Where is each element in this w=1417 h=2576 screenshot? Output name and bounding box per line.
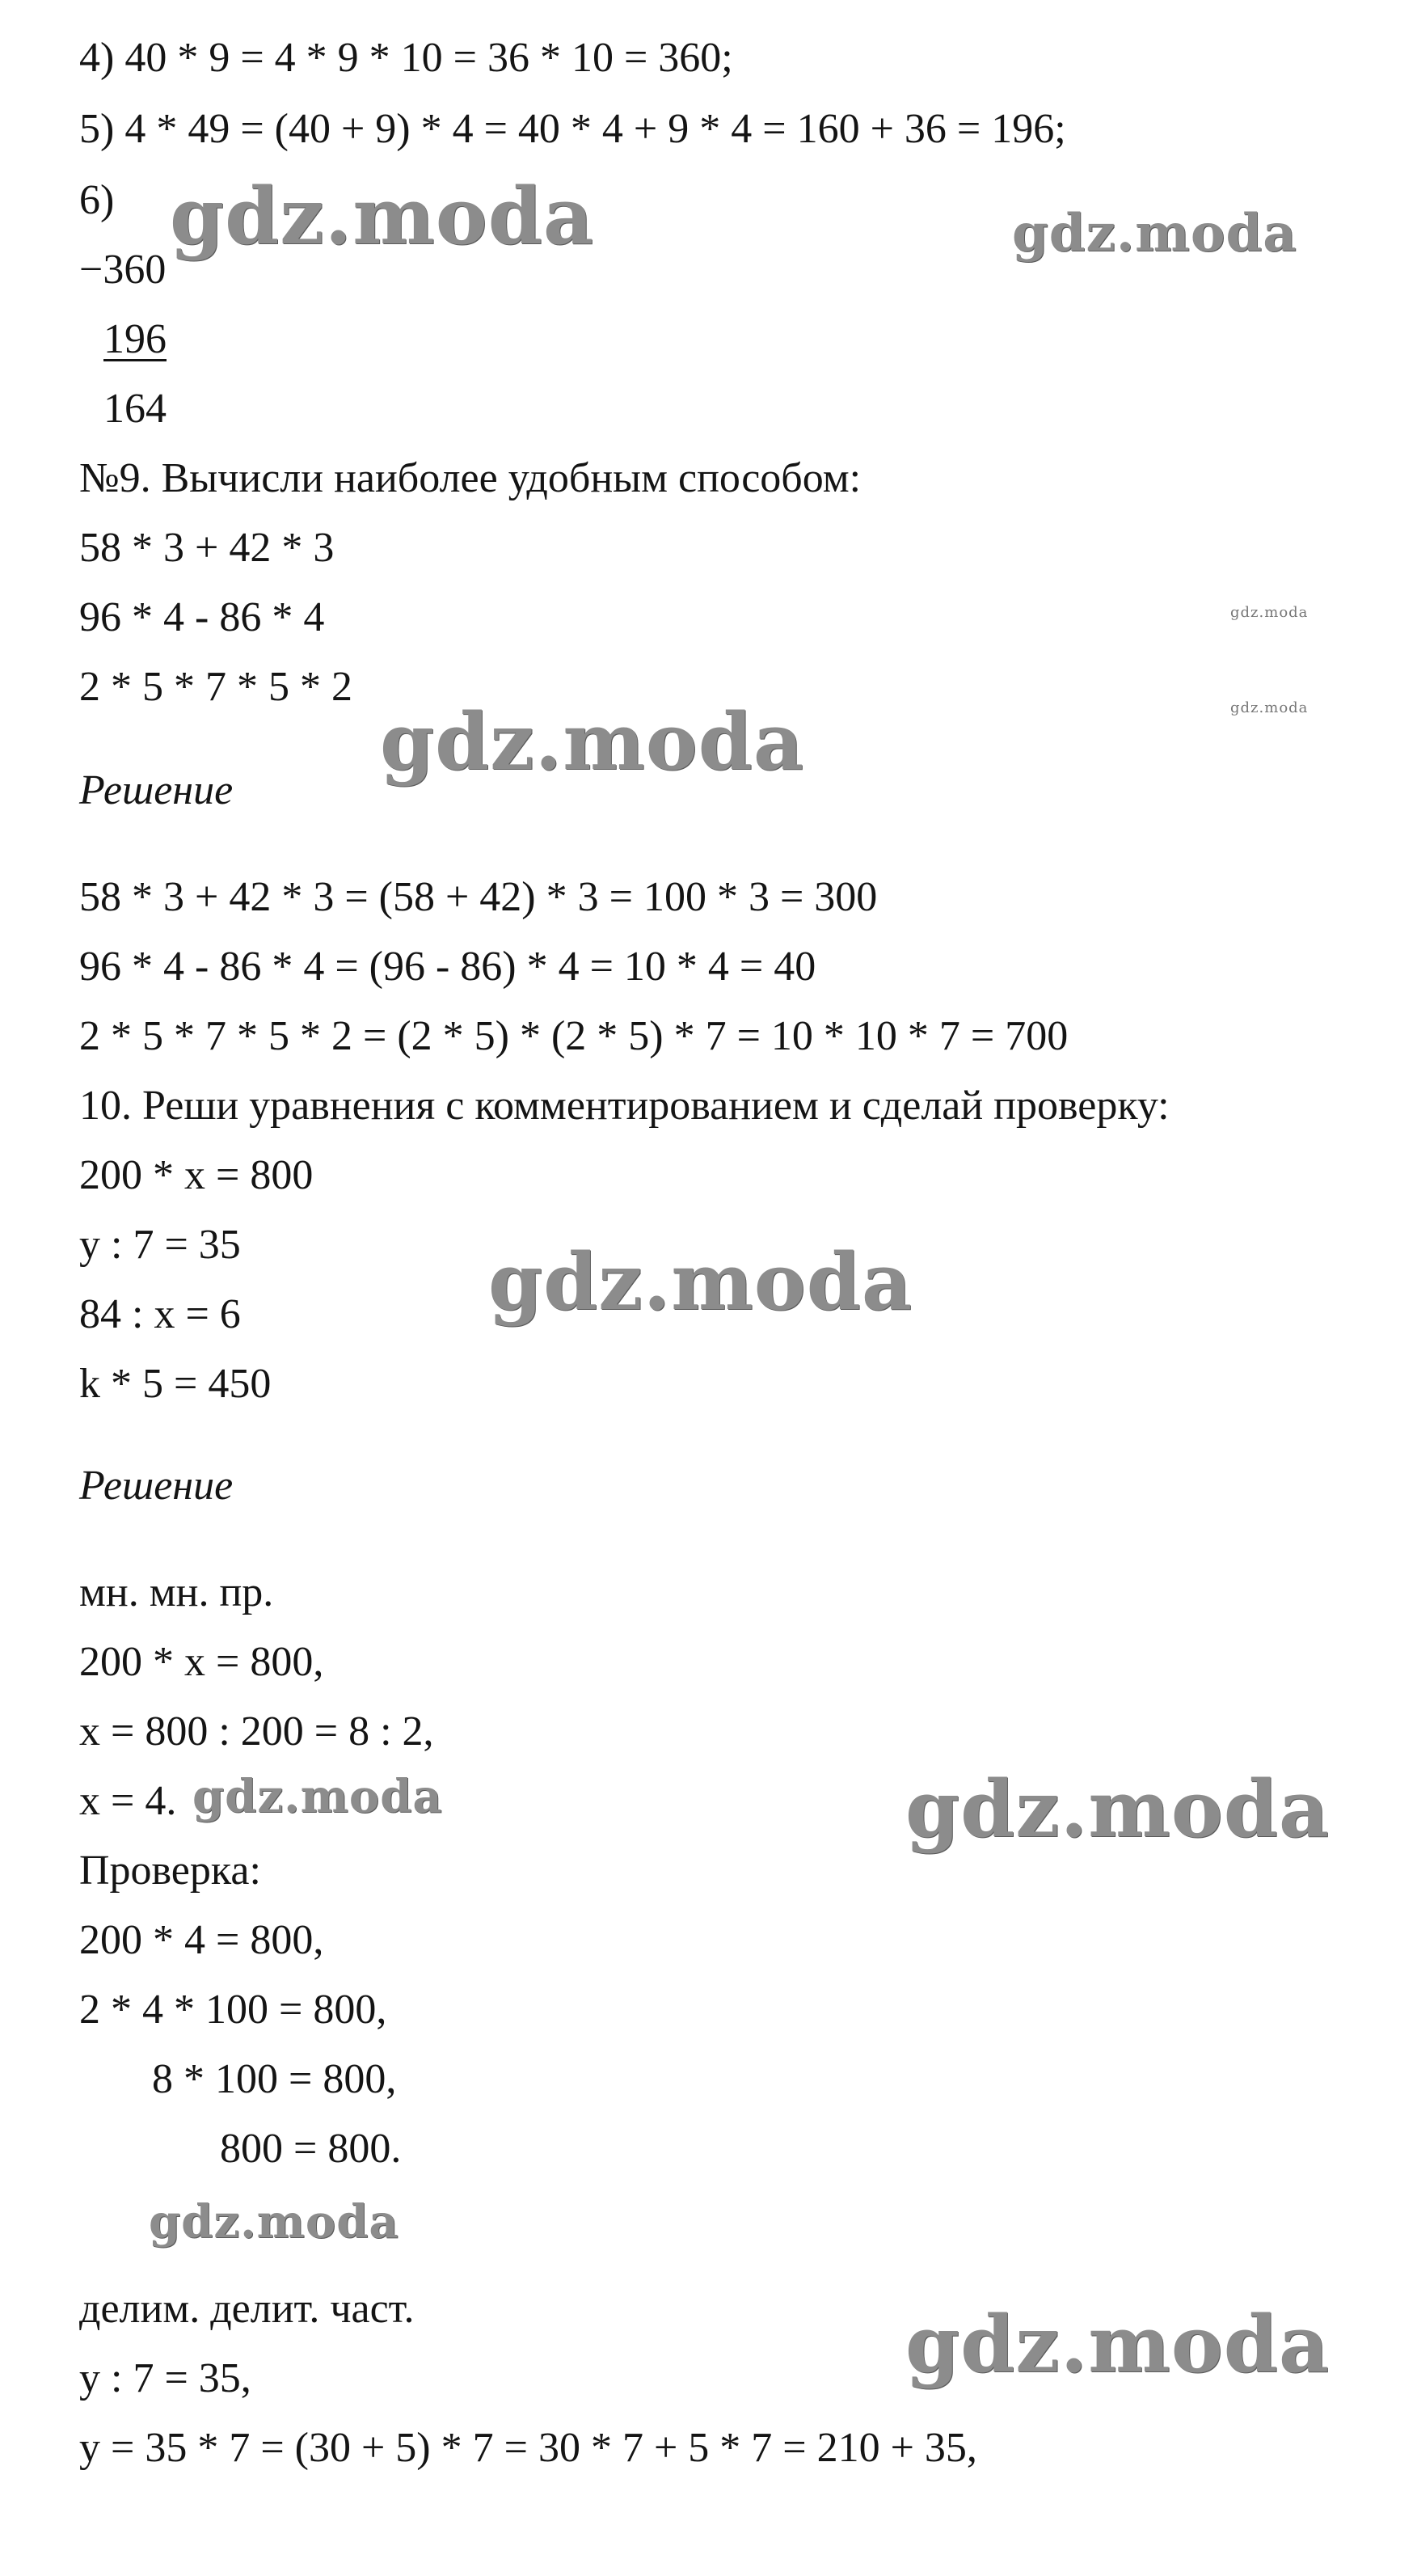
task-10-eq-3: 84 : x = 6 (79, 1291, 241, 1337)
task-9-expr-3: 2 * 5 * 7 * 5 * 2 (79, 664, 352, 710)
task-9-solution-1: 58 * 3 + 42 * 3 = (58 + 42) * 3 = 100 * 3 = 300 (79, 874, 878, 920)
check-heading: Проверка: (79, 1848, 261, 1894)
watermark: gdz.moda (1230, 604, 1309, 621)
task-9-expr-2: 96 * 4 - 86 * 4 (79, 594, 325, 640)
column-minuend: −360 (79, 247, 167, 293)
watermark: gdz.moda (192, 1770, 443, 1823)
task-9-heading: №9. Вычисли наиболее удобным способом: (79, 455, 862, 501)
task-10-eq-2: y : 7 = 35 (79, 1222, 241, 1268)
eq-1-answer: x = 4. (79, 1778, 177, 1824)
watermark: gdz.moda (905, 2299, 1331, 2390)
component-labels-1: мн. мн. пр. (79, 1569, 274, 1615)
eq-2-line-2: y = 35 * 7 = (30 + 5) * 7 = 30 * 7 + 5 * 7 = 210 + 35, (79, 2425, 977, 2471)
eq-2-line-1: y : 7 = 35, (79, 2355, 251, 2401)
watermark: gdz.moda (905, 1763, 1331, 1855)
watermark: gdz.moda (380, 696, 805, 788)
watermark: gdz.moda (1230, 699, 1309, 716)
line-5-calc: 5) 4 * 49 = (40 + 9) * 4 = 40 * 4 + 9 * 4 = 160 + 36 = 196; (79, 106, 1066, 152)
task-9-solution-2: 96 * 4 - 86 * 4 = (96 - 86) * 4 = 10 * 4 = 40 (79, 944, 816, 990)
check-line-2: 2 * 4 * 100 = 800, (79, 1987, 387, 2033)
line-4-calc: 4) 40 * 9 = 4 * 9 * 10 = 36 * 10 = 360; (79, 35, 733, 81)
task-9-expr-1: 58 * 3 + 42 * 3 (79, 525, 335, 571)
solution-heading-2: Решение (79, 1463, 234, 1509)
task-9-solution-3: 2 * 5 * 7 * 5 * 2 = (2 * 5) * (2 * 5) * 7 = 10 * 10 * 7 = 700 (79, 1013, 1069, 1059)
watermark: gdz.moda (149, 2195, 399, 2249)
column-result: 164 (103, 386, 167, 432)
watermark: gdz.moda (488, 1236, 913, 1328)
check-line-3: 8 * 100 = 800, (152, 2056, 397, 2102)
check-line-1: 200 * 4 = 800, (79, 1917, 324, 1963)
line-6-label: 6) (79, 177, 115, 223)
check-line-4: 800 = 800. (220, 2126, 402, 2172)
task-10-eq-4: k * 5 = 450 (79, 1361, 272, 1407)
watermark: gdz.moda (1012, 203, 1297, 264)
task-10-heading: 10. Реши уравнения с комментированием и сделай проверку: (79, 1083, 1170, 1129)
solution-heading-1: Решение (79, 767, 234, 813)
eq-1-line-2: x = 800 : 200 = 8 : 2, (79, 1708, 434, 1755)
component-labels-2: делим. делит. част. (79, 2286, 415, 2332)
task-10-eq-1: 200 * x = 800 (79, 1152, 314, 1198)
watermark: gdz.moda (170, 171, 595, 262)
eq-1-line-1: 200 * x = 800, (79, 1639, 324, 1685)
column-subtrahend: 196 (103, 316, 167, 362)
